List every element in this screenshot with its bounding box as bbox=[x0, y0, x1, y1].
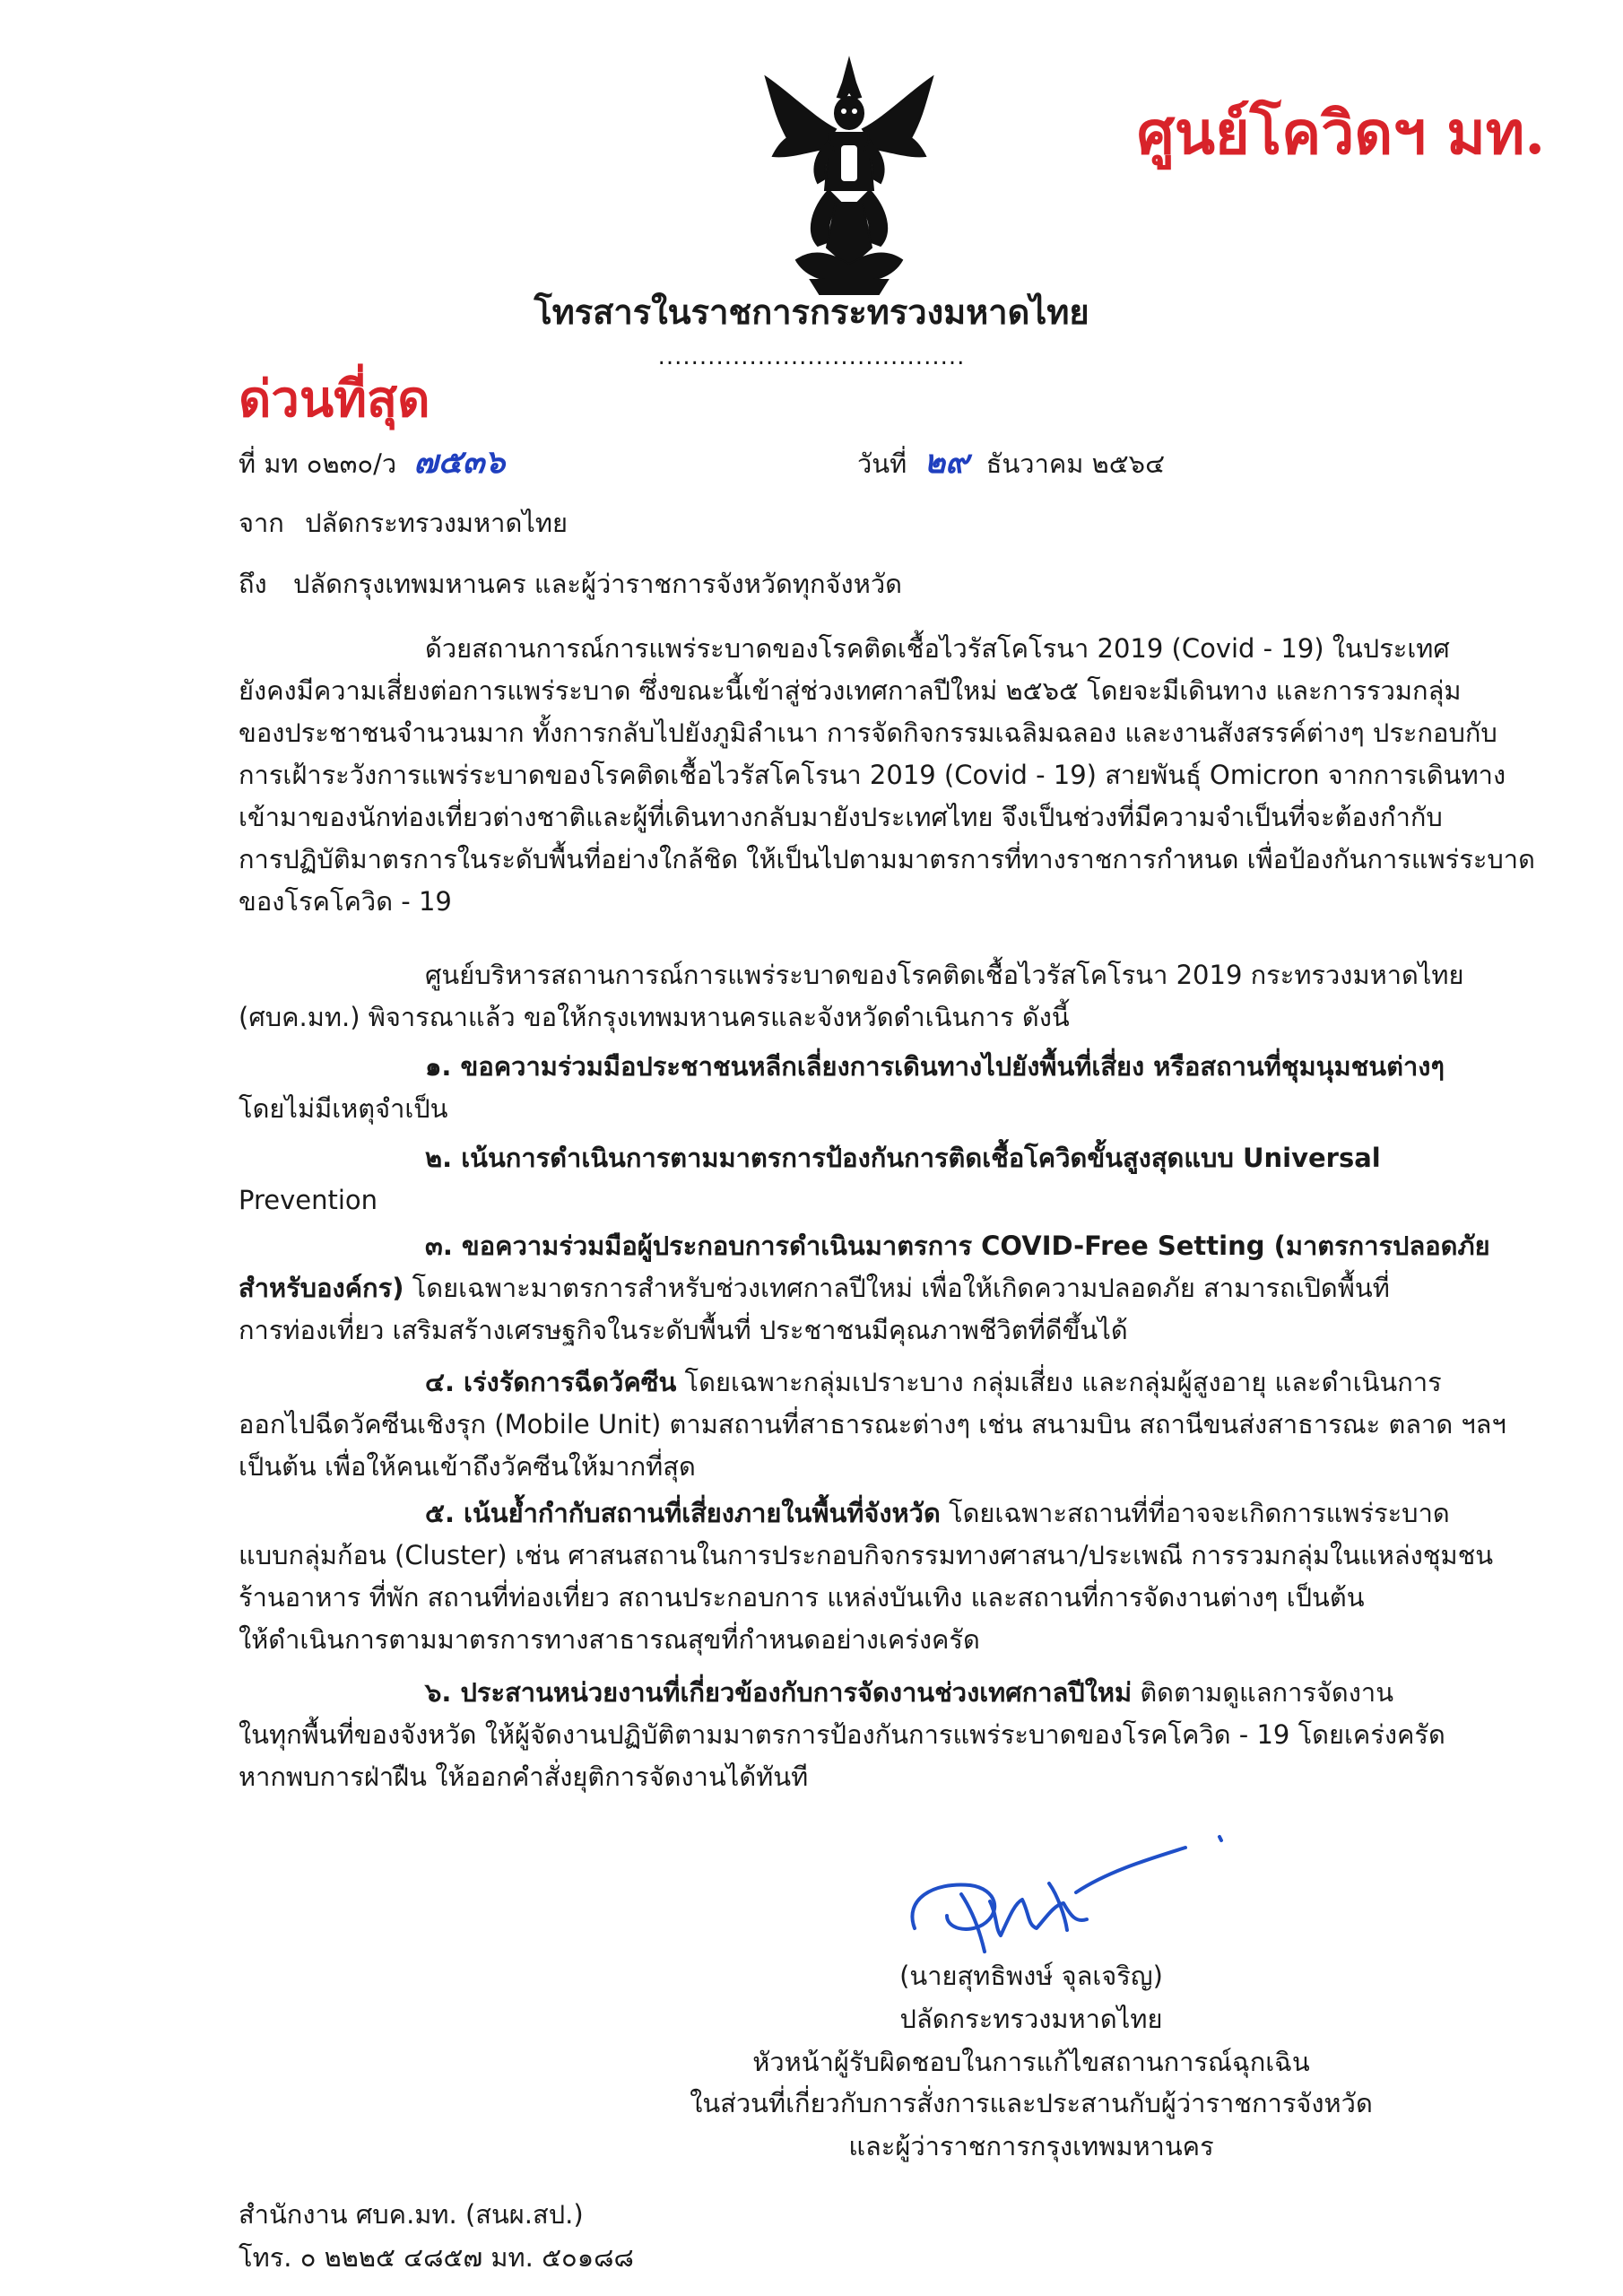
item-4-text: โดยเฉพาะกลุ่มเปราะบาง กลุ่มเสี่ยง และกลุ่มผู้สูงอายุ และดำเนินการ bbox=[676, 1367, 1442, 1397]
signer-position-4: และผู้ว่าราชการกรุงเทพมหานคร bbox=[848, 2131, 1214, 2161]
body-paragraph-1 bbox=[239, 628, 1535, 923]
handwritten-date-day: ๒๙ bbox=[924, 443, 969, 481]
item-6-text-2: ในทุกพื้นที่ของจังหวัด ให้ผู้จัดงานปฏิบัติตามมาตรการป้องกันการแพร่ระบาดของโรคโควิด - 19 โดยเคร่งครัด bbox=[239, 1719, 1445, 1750]
reference-number-line bbox=[239, 441, 505, 485]
item-1-heading: ๑. ขอความร่วมมือประชาชนหลีกเลี่ยงการเดินทางไปยังพื้นที่เสี่ยง หรือสถานที่ชุมนุมชนต่างๆ bbox=[425, 1051, 1445, 1082]
item-6-heading: ๖. ประสานหน่วยงานที่เกี่ยวข้องกับการจัดงานช่วงเทศกาลปีใหม่ bbox=[425, 1677, 1133, 1708]
item-5-text: โดยเฉพาะสถานที่ที่อาจจะเกิดการแพร่ระบาด bbox=[940, 1498, 1450, 1528]
measure-item-1 bbox=[239, 1046, 1445, 1130]
issuing-office: สำนักงาน ศบค.มท. (สนผ.สป.) bbox=[239, 2199, 584, 2230]
paragraph-2-line: (ศบค.มท.) พิจารณาแล้ว ขอให้กรุงเทพมหานครและจังหวัดดำเนินการ ดังนี้ bbox=[239, 1002, 1070, 1032]
document-header-title: โทรสารในราชการกระทรวงมหาดไทย bbox=[534, 292, 1089, 332]
signer-position-1: ปลัดกระทรวงมหาดไทย bbox=[899, 2004, 1163, 2034]
item-5-text-2: แบบกลุ่มก้อน (Cluster) เช่น ศาสนสถานในการประกอบกิจกรรมทางศาสนา/ประเพณี การรวมกลุ่มในแหล่งชุมชน bbox=[239, 1540, 1494, 1570]
item-2-line bbox=[239, 1137, 1381, 1179]
paragraph-1-line: การปฏิบัติมาตรการในระดับพื้นที่อย่างใกล้ชิด ให้เป็นไปตามมาตรการที่ทางราชการกำหนด เพื่อป้องกันการแพร่ระบาด bbox=[239, 844, 1535, 874]
to-line bbox=[239, 563, 902, 605]
header-dotted-line: ..................................... bbox=[657, 344, 966, 370]
paragraph-1-line: ของประชาชนจำนวนมาก ทั้งการกลับไปยังภูมิลำเนา การจัดกิจกรรมเฉลิมฉลอง และงานสังสรรค์ต่างๆ ประกอบกับ bbox=[239, 718, 1497, 748]
signer-position-2: หัวหน้าผู้รับผิดชอบในการแก้ไขสถานการณ์ฉุกเฉิน bbox=[752, 2047, 1310, 2077]
covid-center-stamp: ศูนย์โควิดฯ มท. bbox=[1137, 98, 1546, 168]
document-date-line bbox=[857, 441, 1165, 485]
measure-item-4 bbox=[239, 1361, 1506, 1488]
urgency-label: ด่วนที่สุด bbox=[239, 370, 430, 429]
measure-item-6 bbox=[239, 1672, 1445, 1798]
item-6-line bbox=[239, 1672, 1445, 1714]
body-paragraph-2 bbox=[239, 954, 1488, 1039]
signer-position-3: ในส่วนที่เกี่ยวกับการสั่งการและประสานกับผู้ว่าราชการจังหวัด bbox=[690, 2088, 1373, 2118]
item-3-line bbox=[239, 1225, 1490, 1267]
measure-item-5 bbox=[239, 1492, 1493, 1661]
from-label: จาก bbox=[239, 508, 284, 538]
paragraph-1-line: ด้วยสถานการณ์การแพร่ระบาดของโรคติดเชื้อไวรัสโคโรนา 2019 (Covid - 19) ในประเทศ bbox=[425, 633, 1450, 664]
garuda-emblem-icon bbox=[760, 56, 938, 296]
from-value: ปลัดกระทรวงมหาดไทย bbox=[305, 508, 568, 538]
to-label: ถึง bbox=[239, 569, 267, 599]
paragraph-1-line: ของโรคโควิด - 19 bbox=[239, 886, 452, 917]
item-3-heading-cont: สำหรับองค์กร) bbox=[239, 1273, 404, 1303]
to-value: ปลัดกรุงเทพมหานคร และผู้ว่าราชการจังหวัดทุกจังหวัด bbox=[292, 569, 902, 599]
item-4-line bbox=[239, 1361, 1506, 1404]
item-1-text: โดยไม่มีเหตุจำเป็น bbox=[239, 1093, 448, 1124]
date-label: วันที่ bbox=[857, 448, 907, 479]
item-4-text-3: เป็นต้น เพื่อให้คนเข้าถึงวัคซีนให้มากที่สุด bbox=[239, 1451, 696, 1482]
measure-item-2 bbox=[239, 1137, 1381, 1222]
item-3-text: โดยเฉพาะมาตรการสำหรับช่วงเทศกาลปีใหม่ เพื่อให้เกิดความปลอดภัย สามารถเปิดพื้นที่ bbox=[404, 1273, 1390, 1303]
from-line bbox=[239, 502, 568, 544]
signer-name: (นายสุทธิพงษ์ จุลเจริญ) bbox=[899, 1961, 1163, 1991]
item-3-text-2: การท่องเที่ยว เสริมสร้างเศรษฐกิจในระดับพื้นที่ ประชาชนมีคุณภาพชีวิตที่ดีขึ้นได้ bbox=[239, 1315, 1128, 1345]
measure-item-3 bbox=[239, 1225, 1490, 1352]
date-month-year: ธันวาคม ๒๕๖๔ bbox=[985, 448, 1166, 479]
item-2-text: Prevention bbox=[239, 1185, 378, 1215]
paragraph-2-line: ศูนย์บริหารสถานการณ์การแพร่ระบาดของโรคติดเชื้อไวรัสโคโรนา 2019 กระทรวงมหาดไทย bbox=[425, 960, 1464, 990]
item-3-heading: ๓. ขอความร่วมมือผู้ประกอบการดำเนินมาตรการ COVID-Free Setting (มาตรการปลอดภัย bbox=[425, 1231, 1490, 1261]
contact-phone: โทร. ๐ ๒๒๒๕ ๔๘๕๗ มท. ๕๐๑๘๘ bbox=[239, 2242, 634, 2273]
item-3-line-2 bbox=[239, 1267, 1490, 1309]
paragraph-1-line: ยังคงมีความเสี่ยงต่อการแพร่ระบาด ซึ่งขณะนี้เข้าสู่ช่วงเทศกาลปีใหม่ ๒๕๖๕ โดยจะมีเดินทาง และการรวมกลุ่ม bbox=[239, 675, 1462, 706]
item-6-text: ติดตามดูแลการจัดงาน bbox=[1132, 1677, 1394, 1708]
paragraph-1-line: เข้ามาของนักท่องเที่ยวต่างชาติและผู้ที่เดินทางกลับมายังประเทศไทย จึงเป็นช่วงที่มีความจำเป็นที่จะต้องกำกับ bbox=[239, 802, 1443, 832]
item-5-text-4: ให้ดำเนินการตามมาตรการทางสาธารณสุขที่กำหนดอย่างเคร่งครัด bbox=[239, 1624, 980, 1655]
item-4-text-2: ออกไปฉีดวัคซีนเชิงรุก (Mobile Unit) ตามสถานที่สาธารณะต่างๆ เช่น สนามบิน สถานีขนส่งสาธารณะ ตลาด ฯลฯ bbox=[239, 1409, 1506, 1439]
item-5-heading: ๕. เน้นย้ำกำกับสถานที่เสี่ยงภายในพื้นที่จังหวัด bbox=[425, 1498, 941, 1528]
reference-prefix: ที่ มท ๐๒๓๐/ว bbox=[239, 448, 397, 479]
paragraph-1-line: การเฝ้าระวังการแพร่ระบาดของโรคติดเชื้อไวรัสโคโรนา 2019 (Covid - 19) สายพันธุ์ Omicron จากการเดินทาง bbox=[239, 760, 1506, 790]
item-6-text-3: หากพบการฝ่าฝืน ให้ออกคำสั่งยุติการจัดงานได้ทันที bbox=[239, 1761, 809, 1792]
item-2-heading: ๒. เน้นการดำเนินการตามมาตรการป้องกันการติดเชื้อโควิดขั้นสูงสุดแบบ Universal bbox=[425, 1143, 1381, 1173]
item-5-line bbox=[239, 1492, 1493, 1535]
item-4-heading: ๔. เร่งรัดการฉีดวัคซีน bbox=[425, 1367, 677, 1397]
item-5-text-3: ร้านอาหาร ที่พัก สถานที่ท่องเที่ยว สถานประกอบการ แหล่งบันเทิง และสถานที่การจัดงานต่างๆ เป็นต้น bbox=[239, 1582, 1365, 1613]
item-1-line bbox=[239, 1046, 1445, 1088]
handwritten-reference-number: ๗๕๓๖ bbox=[413, 443, 506, 481]
handwritten-signature-icon bbox=[897, 1830, 1246, 1964]
